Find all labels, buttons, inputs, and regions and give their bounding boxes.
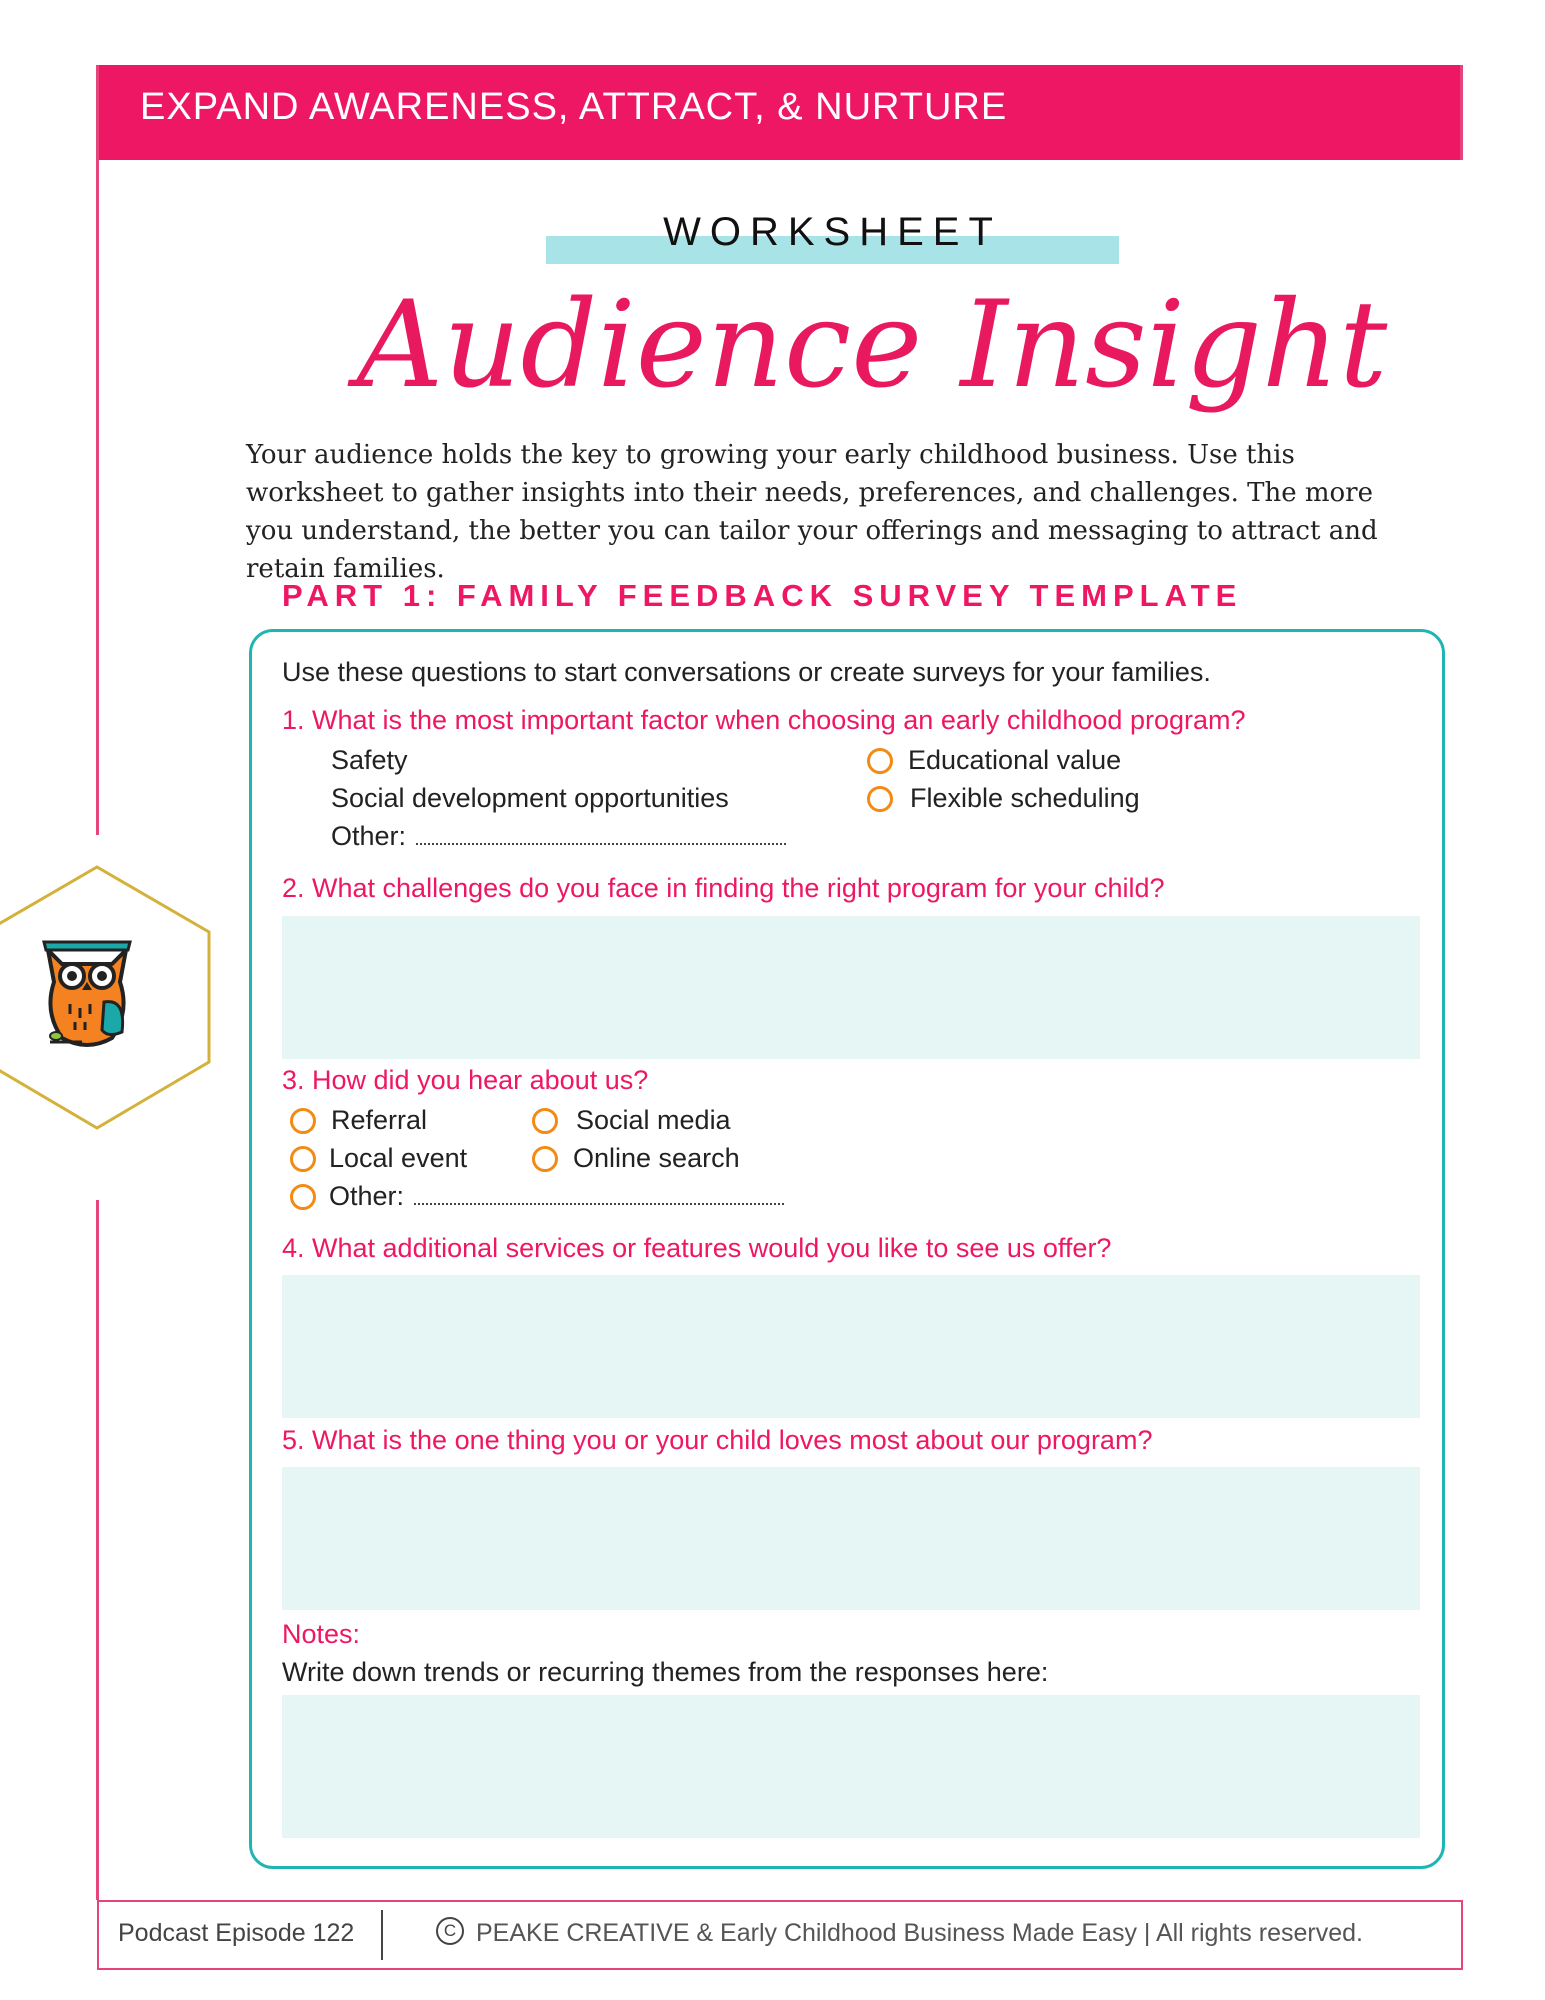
notes-prompt: Write down trends or recurring themes from the responses here: [282, 1657, 1049, 1687]
right-frame-line [1460, 65, 1463, 160]
intro-paragraph: Your audience holds the key to growing your early childhood business. Use this worksheet to gather insights into their needs, preferences, and challenges. The more you understand, the better you can tailor your offerings and messaging to attract and retain families. [246, 440, 1378, 584]
script-title [356, 236, 1388, 436]
q1-other-line[interactable] [416, 823, 786, 845]
q1-option-educational-value[interactable]: Educational value [908, 745, 1122, 775]
radio-circle-icon[interactable] [290, 1146, 316, 1172]
q3-option-local-event[interactable]: Local event [329, 1143, 468, 1173]
q3-option-referral[interactable]: Referral [331, 1105, 428, 1135]
q3-option-social-media[interactable]: Social media [576, 1105, 731, 1135]
radio-circle-icon[interactable] [532, 1146, 558, 1172]
radio-circle-icon[interactable] [867, 748, 893, 774]
owl-logo-badge [0, 862, 215, 1134]
question-3: 3. How did you hear about us? [282, 1065, 649, 1095]
q1-option-safety[interactable]: Safety [331, 745, 408, 775]
question-2: 2. What challenges do you face in finding the right program for your child? [282, 873, 1165, 903]
q3-other[interactable] [329, 1181, 784, 1212]
notes-label: Notes: [282, 1619, 361, 1649]
question-5: 5. What is the one thing you or your child loves most about our program? [282, 1425, 1153, 1455]
question-1: 1. What is the most important factor when choosing an early childhood program? [282, 705, 1246, 735]
q4-answer-box[interactable] [282, 1275, 1420, 1418]
q3-other-label: Other: [329, 1181, 405, 1211]
radio-circle-icon[interactable] [290, 1184, 316, 1210]
notes-answer-box[interactable] [282, 1695, 1420, 1838]
q2-answer-box[interactable] [282, 916, 1420, 1059]
left-frame-line-bottom [96, 1200, 99, 1900]
q1-other[interactable] [331, 821, 786, 852]
radio-circle-icon[interactable] [290, 1108, 316, 1134]
q3-option-online-search[interactable]: Online search [573, 1143, 740, 1173]
radio-circle-icon[interactable] [532, 1108, 558, 1134]
q5-answer-box[interactable] [282, 1467, 1420, 1610]
survey-instruction: Use these questions to start conversations or create surveys for your families. [282, 657, 1211, 687]
question-4: 4. What additional services or features would you like to see us offer? [282, 1233, 1112, 1263]
header-banner-text: EXPAND AWARENESS, ATTRACT, & NURTURE [140, 86, 1008, 128]
footer-episode: Podcast Episode 122 [118, 1919, 355, 1947]
q1-other-label: Other: [331, 821, 407, 851]
q1-option-flexible-scheduling[interactable]: Flexible scheduling [910, 783, 1140, 813]
part-title: PART 1: FAMILY FEEDBACK SURVEY TEMPLATE [282, 578, 1243, 613]
left-frame-line-top [96, 65, 99, 835]
q1-option-social-development[interactable]: Social development opportunities [331, 783, 729, 813]
q3-other-line[interactable] [414, 1183, 784, 1205]
script-title-text: Audience Insight [356, 276, 1388, 415]
footer-divider [381, 1910, 383, 1960]
copyright-icon: C [436, 1917, 464, 1945]
worksheet-label: WORKSHEET [663, 210, 1002, 254]
footer-credit: PEAKE CREATIVE & Early Childhood Business Made Easy | All rights reserved. [476, 1919, 1363, 1947]
radio-circle-icon[interactable] [867, 786, 893, 812]
